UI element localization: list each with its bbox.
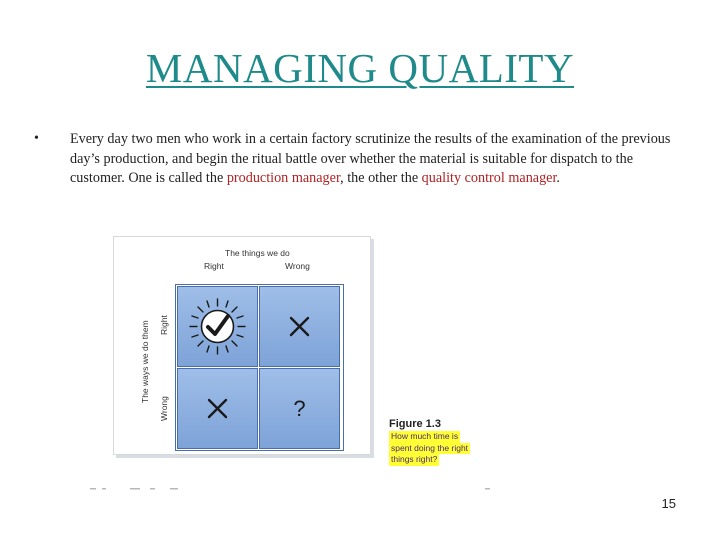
- paragraph-text: .: [556, 170, 560, 186]
- sunburst-check-icon: [178, 287, 257, 366]
- figure-footer-artifact: [90, 487, 490, 491]
- production-manager-term: production manager: [226, 170, 341, 186]
- caption-line: spent doing the right: [391, 442, 469, 453]
- paragraph-text: Every day two men who work in a certain factory scrutinize the results of the examination of the previous day’s production, and begin the ritual battle over whether the material is suitable for dispatch to the customer. One is called the: [70, 131, 671, 186]
- cross-icon: [260, 287, 339, 366]
- cell-right-wrong: [259, 286, 340, 367]
- matrix-grid: [175, 284, 344, 451]
- paragraph-text: , the other the: [340, 170, 422, 186]
- page-number: 15: [661, 496, 676, 511]
- cell-wrong-right: [177, 368, 258, 449]
- row-label-wrong: Wrong: [159, 396, 169, 421]
- column-label-wrong: Wrong: [285, 261, 310, 271]
- caption-line: things right?: [391, 454, 438, 464]
- cross-icon: [178, 369, 257, 448]
- figure-top-label: The things we do: [225, 248, 290, 258]
- cell-right-right: [177, 286, 258, 367]
- column-label-right: Right: [204, 261, 224, 271]
- cell-wrong-wrong: [259, 368, 340, 449]
- caption-title: Figure 1.3: [389, 418, 441, 430]
- figure-side-label: The ways we do them: [140, 320, 150, 403]
- question-mark: ?: [293, 395, 306, 421]
- row-label-right: Right: [159, 315, 169, 335]
- figure-caption: [389, 418, 470, 466]
- bullet-paragraph: [70, 130, 680, 189]
- quality-control-manager-term: quality control manager: [421, 170, 557, 186]
- quality-matrix-figure: [113, 236, 371, 455]
- bullet-marker: •: [34, 131, 39, 146]
- slide-title: MANAGING QUALITY: [145, 45, 575, 91]
- caption-line: How much time is: [391, 431, 459, 441]
